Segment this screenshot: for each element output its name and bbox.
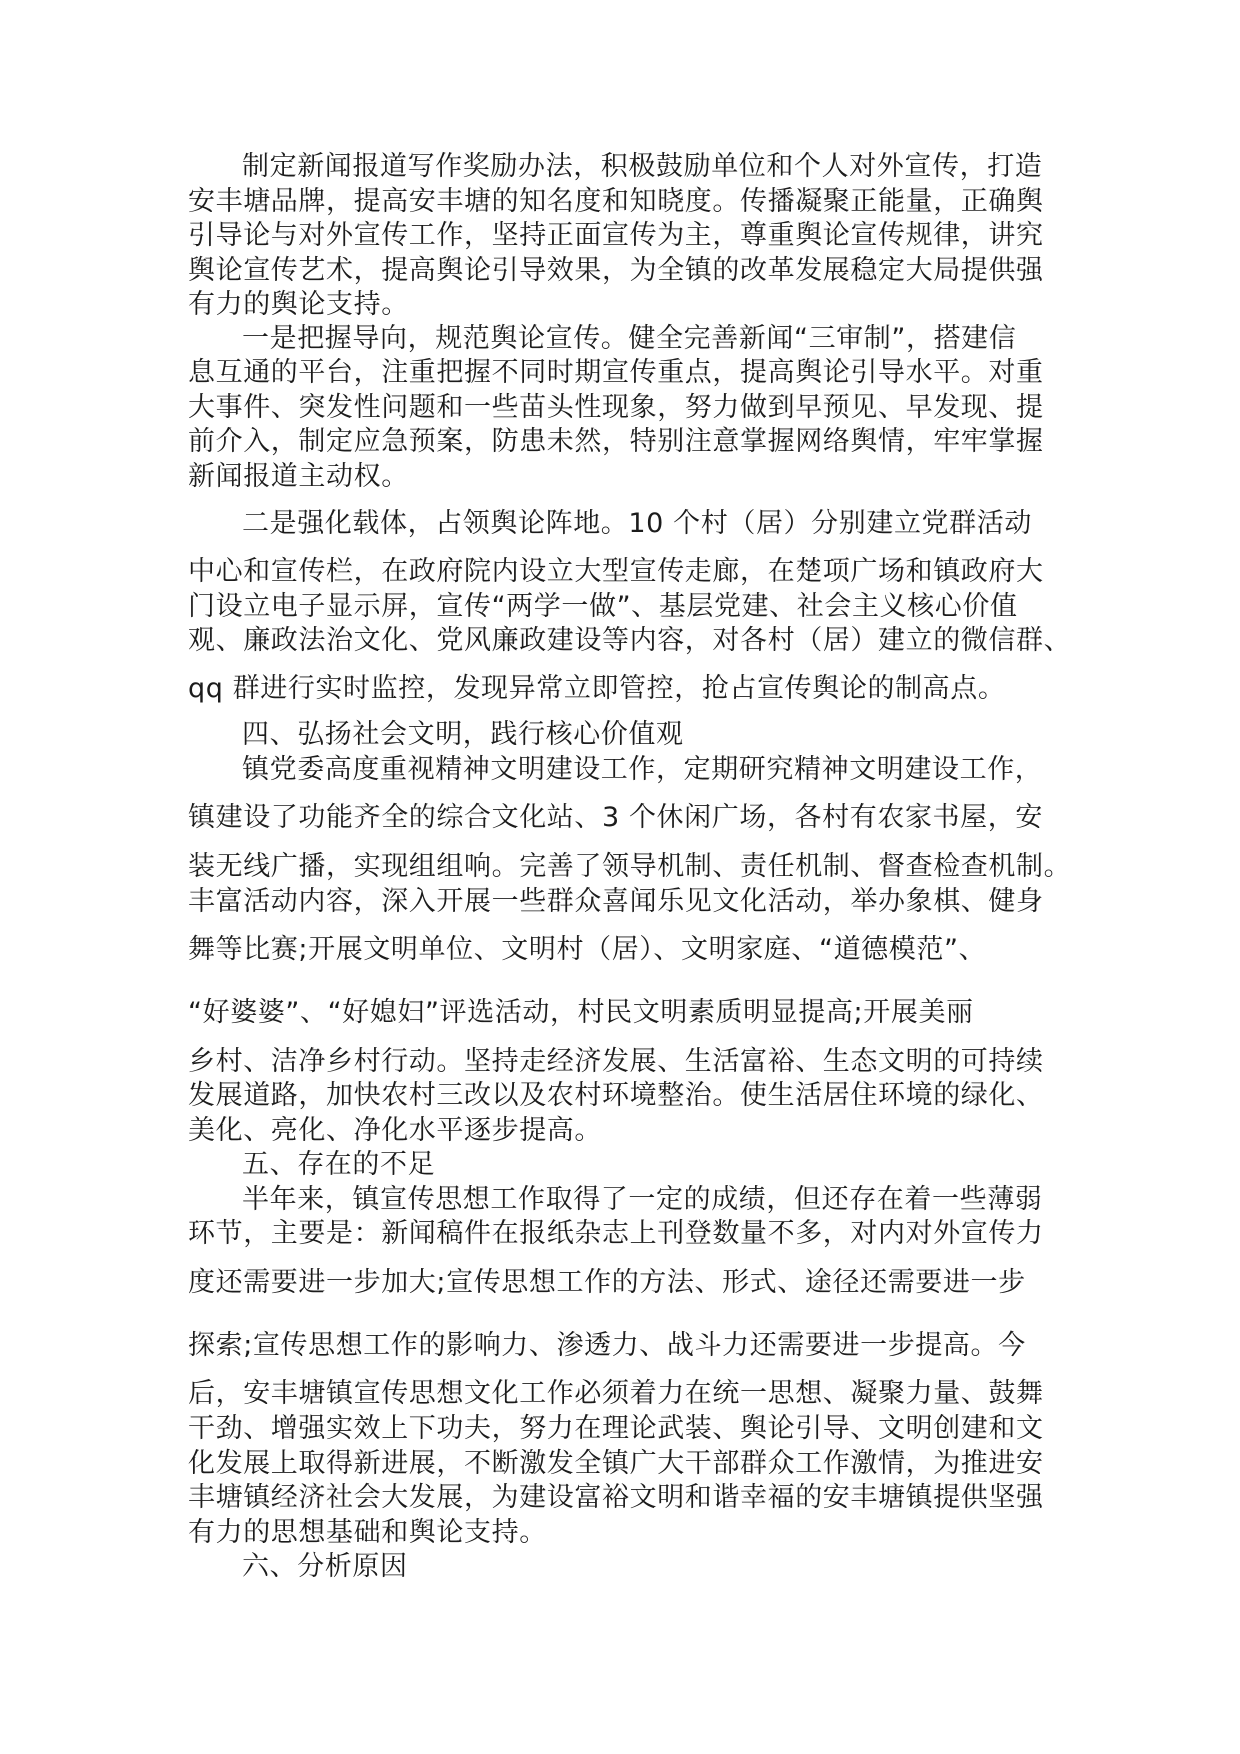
text-line: 丰富活动内容，深入开展一些群众喜闻乐见文化活动，举办象棋、健身 — [188, 886, 1044, 917]
text-line: 干劲、增强实效上下功夫，努力在理论武装、舆论引导、文明创建和文 — [188, 1413, 1044, 1444]
text-line: 丰塘镇经济社会大发展，为建设富裕文明和谐幸福的安丰塘镇提供坚强 — [188, 1482, 1044, 1513]
section-heading: 五、存在的不足 — [242, 1149, 436, 1180]
text-line: 美化、亮化、净化水平逐步提高。 — [188, 1115, 602, 1146]
text-line: 新闻报道主动权。 — [188, 461, 409, 492]
text-line: 装无线广播，实现组组响。完善了领导机制、责任机制、督查检查机制。 — [188, 851, 1072, 882]
text-line: 半年来，镇宣传思想工作取得了一定的成绩，但还存在着一些薄弱 — [242, 1184, 1043, 1215]
text-line: 大事件、突发性问题和一些苗头性现象，努力做到早预见、早发现、提 — [188, 392, 1044, 423]
text-line: 息互通的平台，注重把握不同时期宣传重点，提高舆论引导水平。对重 — [188, 357, 1044, 388]
text-line: 舆论宣传艺术，提高舆论引导效果，为全镇的改革发展稳定大局提供强 — [188, 255, 1044, 286]
text-line: 制定新闻报道写作奖励办法，积极鼓励单位和个人对外宣传，打造 — [242, 151, 1043, 182]
text-line: 镇建设了功能齐全的综合文化站、3 个休闲广场，各村有农家书屋，安 — [188, 802, 1043, 833]
text-line: 前介入，制定应急预案，防患未然，特别注意掌握网络舆情，牢牢掌握 — [188, 426, 1044, 457]
text-line: 观、廉政法治文化、党风廉政建设等内容，对各村（居）建立的微信群、 — [188, 625, 1072, 656]
text-line: 有力的舆论支持。 — [188, 289, 409, 320]
text-line: 舞等比赛;开展文明单位、文明村（居）、文明家庭、“道德模范”、 — [188, 934, 987, 965]
text-line: 引导论与对外宣传工作，坚持正面宣传为主，尊重舆论宣传规律，讲究 — [188, 220, 1044, 251]
text-line: 有力的思想基础和舆论支持。 — [188, 1517, 547, 1548]
text-line: 乡村、洁净乡村行动。坚持走经济发展、生活富裕、生态文明的可持续 — [188, 1046, 1044, 1077]
text-line: 门设立电子显示屏，宣传“两学一做”、基层党建、社会主义核心价值 — [188, 591, 1018, 622]
section-heading: 四、弘扬社会文明，践行核心价值观 — [242, 719, 684, 750]
text-line: 化发展上取得新进展，不断激发全镇广大干部群众工作激情，为推进安 — [188, 1448, 1044, 1479]
text-line: 环节，主要是：新闻稿件在报纸杂志上刊登数量不多，对内对外宣传力 — [188, 1218, 1044, 1249]
text-line: 安丰塘品牌，提高安丰塘的知名度和知晓度。传播凝聚正能量，正确舆 — [188, 186, 1044, 217]
text-line: 度还需要进一步加大;宣传思想工作的方法、形式、途径还需要进一步 — [188, 1267, 1026, 1298]
text-line: 二是强化载体，占领舆论阵地。10 个村（居）分别建立党群活动 — [242, 508, 1032, 539]
text-line: qq 群进行实时监控，发现异常立即管控，抢占宣传舆论的制高点。 — [188, 673, 1006, 704]
text-line: 镇党委高度重视精神文明建设工作，定期研究精神文明建设工作， — [242, 754, 1043, 785]
text-line: 探索;宣传思想工作的影响力、渗透力、战斗力还需要进一步提高。今 — [188, 1330, 1026, 1361]
text-line: 发展道路，加快农村三改以及农村环境整治。使生活居住环境的绿化、 — [188, 1080, 1044, 1111]
section-heading: 六、分析原因 — [242, 1551, 408, 1582]
text-line: “好婆婆”、“好媳妇”评选活动，村民文明素质明显提高;开展美丽 — [188, 997, 974, 1028]
text-line: 后，安丰塘镇宣传思想文化工作必须着力在统一思想、凝聚力量、鼓舞 — [188, 1378, 1044, 1409]
text-line: 中心和宣传栏，在政府院内设立大型宣传走廊，在楚项广场和镇政府大 — [188, 556, 1044, 587]
text-line: 一是把握导向，规范舆论宣传。健全完善新闻“三审制”，搭建信 — [242, 323, 1017, 354]
